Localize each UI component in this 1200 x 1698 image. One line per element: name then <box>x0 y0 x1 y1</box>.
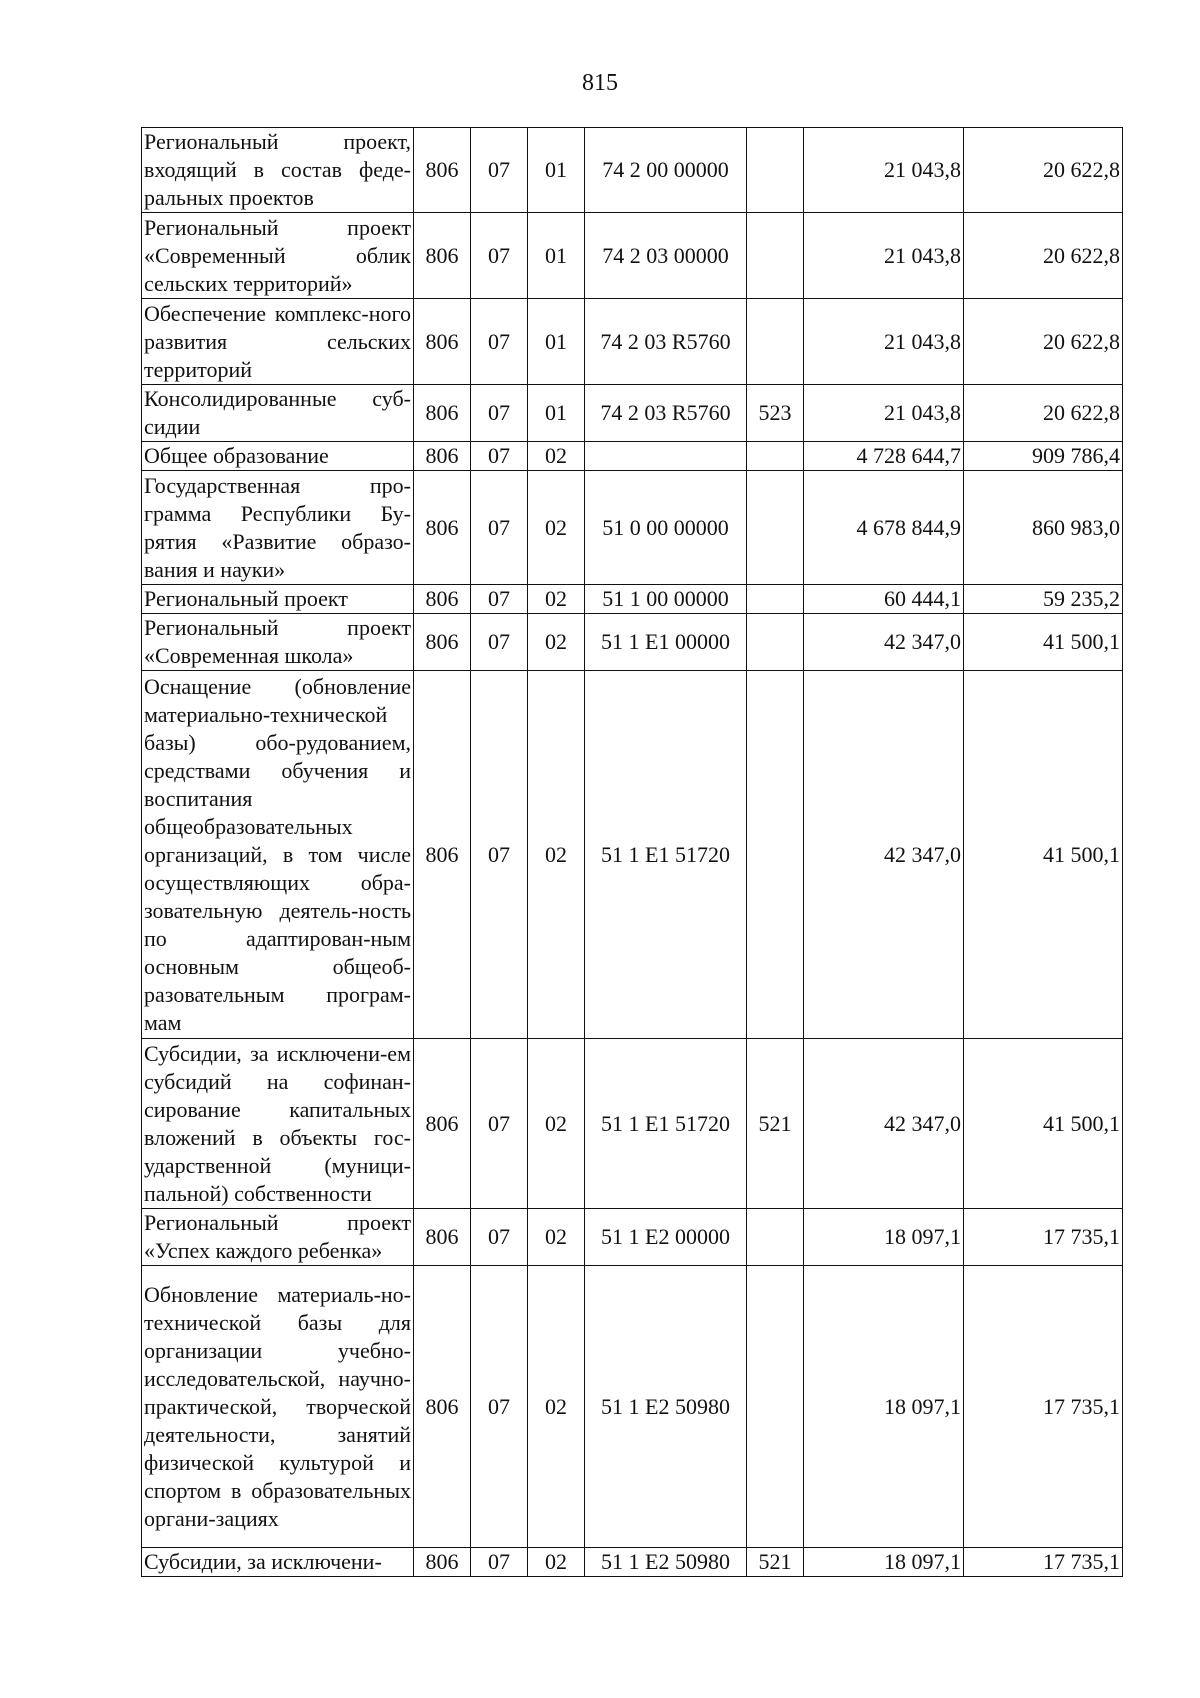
row-name: Общее образование <box>142 442 414 471</box>
row-sum-1: 42 347,0 <box>804 671 964 1039</box>
row-rz: 07 <box>471 614 528 671</box>
row-rz: 07 <box>471 299 528 385</box>
row-name: Обновление материаль-но-технической базы для организации учебно-исследовательской, научно-практической, творческой деятельности, занятий физической культурой и спортом в образовательных органи-зациях <box>142 1266 414 1548</box>
row-rz: 07 <box>471 1209 528 1266</box>
row-csr <box>585 442 747 471</box>
row-sum-2: 41 500,1 <box>964 614 1123 671</box>
row-gr: 806 <box>414 1209 471 1266</box>
row-name: Обеспечение комплекс-ного развития сельских территорий <box>142 299 414 385</box>
table-row <box>142 299 1123 385</box>
row-vr <box>747 585 804 614</box>
row-gr: 806 <box>414 385 471 442</box>
row-vr <box>747 471 804 585</box>
row-sum-1: 4 728 644,7 <box>804 442 964 471</box>
row-pr: 01 <box>528 385 585 442</box>
row-rz: 07 <box>471 442 528 471</box>
table-row <box>142 385 1123 442</box>
row-pr: 02 <box>528 614 585 671</box>
row-sum-2: 909 786,4 <box>964 442 1123 471</box>
row-sum-2: 20 622,8 <box>964 385 1123 442</box>
row-name: Региональный проект, входящий в состав феде-ральных проектов <box>142 128 414 213</box>
row-name: Субсидии, за исключени- <box>142 1548 414 1577</box>
row-name: Региональный проект «Успех каждого ребенка» <box>142 1209 414 1266</box>
row-gr: 806 <box>414 442 471 471</box>
row-csr: 51 1 E2 50980 <box>585 1266 747 1548</box>
row-sum-1: 18 097,1 <box>804 1266 964 1548</box>
row-pr: 02 <box>528 1039 585 1209</box>
row-pr: 02 <box>528 442 585 471</box>
row-name: Региональный проект <box>142 585 414 614</box>
row-rz: 07 <box>471 585 528 614</box>
row-rz: 07 <box>471 1548 528 1577</box>
row-sum-2: 17 735,1 <box>964 1266 1123 1548</box>
row-name: Региональный проект «Современная школа» <box>142 614 414 671</box>
row-sum-1: 60 444,1 <box>804 585 964 614</box>
table-row <box>142 585 1123 614</box>
row-csr: 74 2 00 00000 <box>585 128 747 213</box>
row-csr: 51 1 E2 50980 <box>585 1548 747 1577</box>
table-row <box>142 128 1123 213</box>
row-rz: 07 <box>471 471 528 585</box>
row-pr: 02 <box>528 585 585 614</box>
row-pr: 01 <box>528 213 585 299</box>
row-rz: 07 <box>471 671 528 1039</box>
row-csr: 51 0 00 00000 <box>585 471 747 585</box>
row-sum-2: 41 500,1 <box>964 1039 1123 1209</box>
row-gr: 806 <box>414 471 471 585</box>
row-sum-2: 20 622,8 <box>964 299 1123 385</box>
row-gr: 806 <box>414 614 471 671</box>
row-rz: 07 <box>471 385 528 442</box>
row-vr: 523 <box>747 385 804 442</box>
row-sum-1: 21 043,8 <box>804 128 964 213</box>
row-csr: 51 1 E2 00000 <box>585 1209 747 1266</box>
row-sum-2: 41 500,1 <box>964 671 1123 1039</box>
row-sum-1: 18 097,1 <box>804 1548 964 1577</box>
row-csr: 51 1 00 00000 <box>585 585 747 614</box>
row-sum-1: 42 347,0 <box>804 1039 964 1209</box>
row-gr: 806 <box>414 299 471 385</box>
row-csr: 74 2 03 R5760 <box>585 385 747 442</box>
budget-table <box>141 127 1123 1577</box>
row-pr: 02 <box>528 1209 585 1266</box>
row-gr: 806 <box>414 1039 471 1209</box>
row-rz: 07 <box>471 1266 528 1548</box>
row-vr <box>747 614 804 671</box>
row-sum-1: 21 043,8 <box>804 299 964 385</box>
row-rz: 07 <box>471 213 528 299</box>
table-row <box>142 442 1123 471</box>
row-sum-1: 18 097,1 <box>804 1209 964 1266</box>
row-sum-1: 4 678 844,9 <box>804 471 964 585</box>
table-row <box>142 671 1123 1039</box>
row-name: Государственная про-грамма Республики Бу-рятия «Развитие образо-вания и науки» <box>142 471 414 585</box>
row-vr <box>747 299 804 385</box>
table-row <box>142 471 1123 585</box>
row-name: Региональный проект «Современный облик сельских территорий» <box>142 213 414 299</box>
row-sum-1: 21 043,8 <box>804 385 964 442</box>
row-pr: 02 <box>528 1548 585 1577</box>
row-csr: 51 1 E1 00000 <box>585 614 747 671</box>
row-pr: 02 <box>528 471 585 585</box>
page-number: 815 <box>582 70 618 96</box>
row-vr <box>747 442 804 471</box>
table-row <box>142 1039 1123 1209</box>
row-pr: 01 <box>528 299 585 385</box>
row-gr: 806 <box>414 1266 471 1548</box>
row-vr <box>747 128 804 213</box>
row-name: Субсидии, за исключени-ем субсидий на софинан-сирование капитальных вложений в объекты гос-ударственной (муници-пальной) собственности <box>142 1039 414 1209</box>
row-sum-2: 20 622,8 <box>964 128 1123 213</box>
row-vr: 521 <box>747 1548 804 1577</box>
table-row <box>142 1209 1123 1266</box>
table-row <box>142 213 1123 299</box>
row-vr <box>747 213 804 299</box>
row-gr: 806 <box>414 213 471 299</box>
row-csr: 74 2 03 R5760 <box>585 299 747 385</box>
row-vr <box>747 671 804 1039</box>
row-gr: 806 <box>414 1548 471 1577</box>
row-name: Консолидированные суб-сидии <box>142 385 414 442</box>
row-sum-1: 42 347,0 <box>804 614 964 671</box>
table-row <box>142 1548 1123 1577</box>
row-sum-2: 20 622,8 <box>964 213 1123 299</box>
row-vr <box>747 1209 804 1266</box>
row-pr: 02 <box>528 671 585 1039</box>
row-csr: 74 2 03 00000 <box>585 213 747 299</box>
table-body <box>142 128 1123 1577</box>
row-vr: 521 <box>747 1039 804 1209</box>
row-sum-2: 17 735,1 <box>964 1209 1123 1266</box>
row-vr <box>747 1266 804 1548</box>
row-gr: 806 <box>414 671 471 1039</box>
row-gr: 806 <box>414 585 471 614</box>
row-sum-2: 17 735,1 <box>964 1548 1123 1577</box>
row-sum-1: 21 043,8 <box>804 213 964 299</box>
row-gr: 806 <box>414 128 471 213</box>
row-csr: 51 1 E1 51720 <box>585 1039 747 1209</box>
table-row <box>142 1266 1123 1548</box>
row-sum-2: 59 235,2 <box>964 585 1123 614</box>
row-pr: 01 <box>528 128 585 213</box>
row-rz: 07 <box>471 128 528 213</box>
table-row <box>142 614 1123 671</box>
row-pr: 02 <box>528 1266 585 1548</box>
row-name: Оснащение (обновление материально-технической базы) обо-рудованием, средствами обучения и воспитания общеобразовательных организаций, в том числе осуществляющих обра-зовательную деятель-ность по адаптирован-ным основным общеоб-разовательным програм-мам <box>142 671 414 1039</box>
row-sum-2: 860 983,0 <box>964 471 1123 585</box>
row-rz: 07 <box>471 1039 528 1209</box>
row-csr: 51 1 E1 51720 <box>585 671 747 1039</box>
